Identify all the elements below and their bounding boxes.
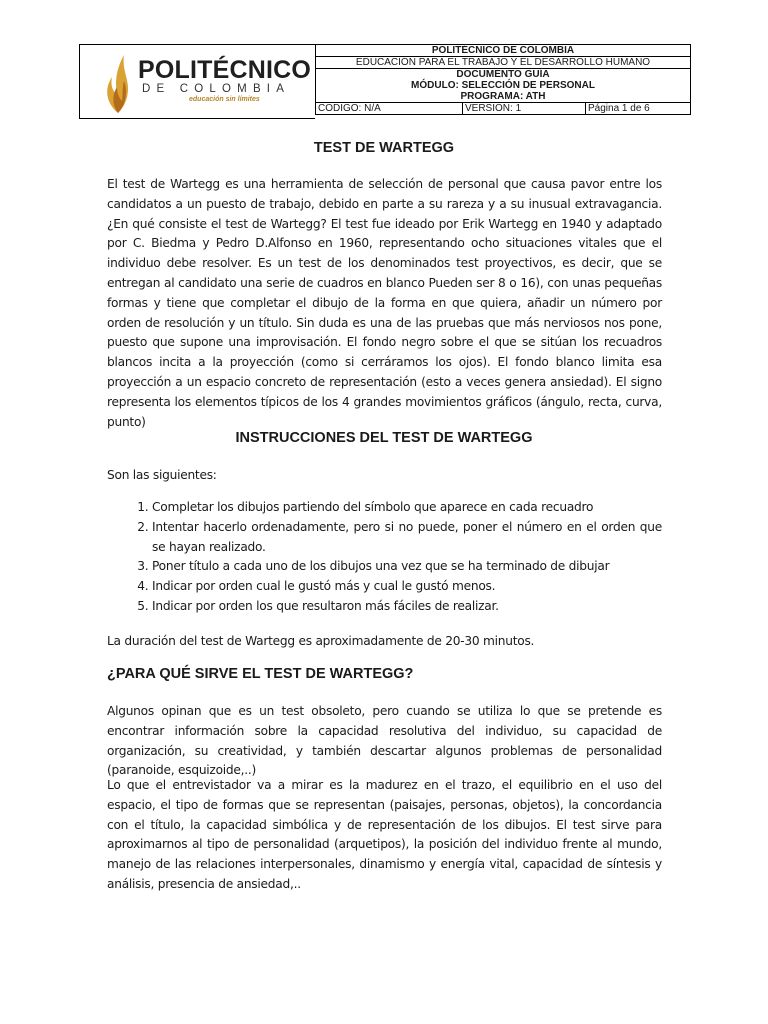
document-info-table [315,44,691,115]
code-cell: CODIGO: N/A [316,103,463,115]
logo-name: POLITÉCNICO [138,56,312,84]
area-name: EDUCACIÓN PARA EL TRABAJO Y EL DESARROLLO HUMANO [316,57,691,69]
instructions-list [107,498,662,617]
flame-logo-icon [102,51,134,115]
version-cell: VERSION: 1 [463,103,586,115]
page-cell: Página 1 de 6 [586,103,691,115]
logo-subtitle: DE COLOMBIA [142,83,291,95]
logo-tagline: educación sin límites [189,96,260,103]
program-name: PROGRAMA: ATH [316,91,691,103]
intro-paragraph: El test de Wartegg es una herramienta de selección de personal que causa pavor entre los candidatos a un puesto de trabajo, debido en parte a su rareza y a su inusual extravagancia. ¿En qué consiste el test de Wartegg? El test fue ideado por Erik Wartegg en 1940 y adaptado por C. Biedma y Pedro D.Alfonso en 1960, representando ocho situaciones vitales que el individuo debe resolver. Es un test de los denominados test proyectivos, es decir, que se entregan al candidato una serie de cuadros en blanco Pueden ser 8 o 16), con unas pequeñas formas y tiene que completar el dibujo de la forma en que quiera, añadir un número por orden de resolución y un título. Sin duda es una de las pruebas que más nerviosos nos pone, puesto que supone una improvisación. El fondo negro sobre el que se sitúan los recuadros blancos incita a la proyección (como si cerráramos los ojos). El fondo blanco limita esa proyección a un espacio concreto de representación (esto a veces genera ansiedad). El signo representa los elementos típicos de los 4 grandes movimientos gráficos (ángulo, recta, curva, punto) [107,177,662,429]
list-item: 3. Poner título a cada uno de los dibujos una vez que se ha terminado de dibujar [152,557,662,577]
purpose-paragraph-1: Algunos opinan que es un test obsoleto, pero cuando se utiliza lo que se pretende es encontrar información sobre la capacidad resolutiva del individuo, su capacidad de organización, su creatividad, y también descartar algunos problemas de personalidad (paranoide, esquizoide,..) [107,704,662,778]
logo-cell [79,44,315,119]
doc-type: DOCUMENTO GUÍA [316,69,691,81]
instructions-lead: Son las siguientes: [107,468,217,482]
list-item: 2. Intentar hacerlo ordenadamente, pero si no puede, poner el número en el orden que se hayan realizado. [152,518,662,558]
purpose-paragraph-2: Lo que el entrevistador va a mirar es la madurez en el trazo, el equilibrio en el uso del espacio, el tipo de formas que se representan (paisajes, personas, objetos), la concordancia con el título, la capacidad simbólica y de representación de los dibujos. El test sirve para aproximarnos al tipo de personalidad (arquetipos), la posición del individuo frente al mundo, manejo de las relaciones interpersonales, dinamismo y energía vital, capacidad de síntesis y análisis, presencia de ansiedad,.. [107,778,662,891]
instructions-heading: INSTRUCCIONES DEL TEST DE WARTEGG [235,430,533,446]
list-item: 1. Completar los dibujos partiendo del símbolo que aparece en cada recuadro [152,498,662,518]
institution-name: POLITÉCNICO DE COLOMBIA [316,45,691,57]
duration-text: La duración del test de Wartegg es aproximadamente de 20-30 minutos. [107,634,535,648]
page-title: TEST DE WARTEGG [313,140,455,156]
document-header [79,44,691,119]
list-item: 4. Indicar por orden cual le gustó más y cual le gustó menos. [152,577,662,597]
module-name: MÓDULO: SELECCIÓN DE PERSONAL [316,80,691,91]
list-item: 5. Indicar por orden los que resultaron más fáciles de realizar. [152,597,662,617]
purpose-heading: ¿PARA QUÉ SIRVE EL TEST DE WARTEGG? [107,666,414,682]
